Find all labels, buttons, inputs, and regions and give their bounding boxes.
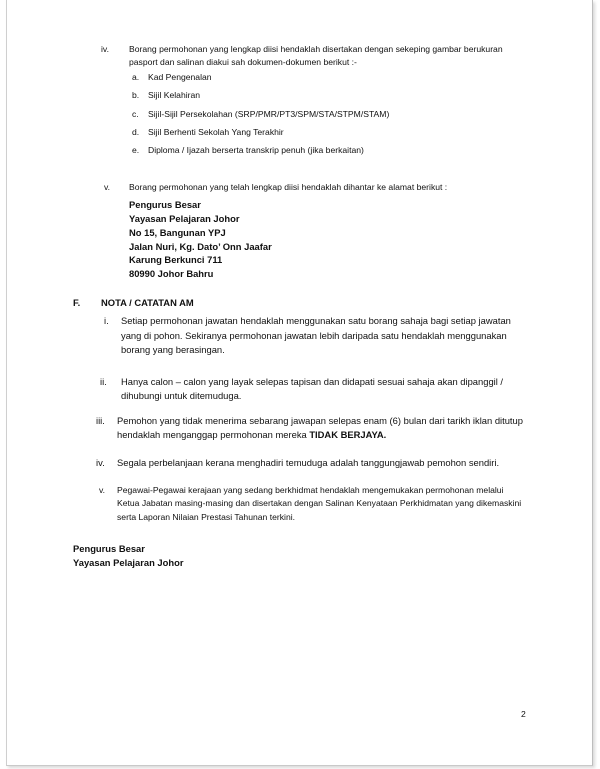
doc-letter: c. [132, 109, 139, 119]
signature-line: Yayasan Pelajaran Johor [73, 557, 184, 568]
note-number: i. [104, 315, 109, 326]
doc-letter: d. [132, 127, 140, 137]
doc-item: Sijil Kelahiran [148, 90, 201, 100]
address-line: 80990 Johor Bahru [129, 268, 214, 279]
item-v-number: v. [104, 182, 111, 192]
note-line: Pegawai-Pegawai kerajaan yang sedang berkhidmat hendaklah mengemukakan permohonan melalui [117, 485, 504, 495]
page-number: 2 [521, 709, 526, 719]
doc-item: Sijil Berhenti Sekolah Yang Terakhir [148, 127, 284, 137]
note-line-text: hendaklah menganggap permohonan mereka [117, 429, 310, 440]
note-line: serta Laporan Nilaian Prestasi Tahunan terkini. [117, 512, 296, 522]
note-number: iii. [96, 415, 105, 426]
note-number: ii. [100, 376, 107, 387]
doc-letter: a. [132, 72, 140, 82]
note-number: v. [99, 485, 106, 495]
note-line: Segala perbelanjaan kerana menghadiri temuduga adalah tanggungjawab pemohon sendiri. [117, 457, 500, 468]
address-line: Yayasan Pelajaran Johor [129, 213, 240, 224]
signature-line: Pengurus Besar [73, 543, 145, 554]
section-title: NOTA / CATATAN AM [101, 297, 194, 308]
item-iv-line1: Borang permohonan yang lengkap diisi hendaklah disertakan dengan sekeping gambar berukuran [129, 44, 503, 54]
doc-item: Diploma / Ijazah berserta transkrip penuh (jika berkaitan) [148, 145, 364, 155]
item-v-text: Borang permohonan yang telah lengkap diisi hendaklah dihantar ke alamat berikut : [129, 182, 448, 192]
doc-item: Kad Pengenalan [148, 72, 212, 82]
note-line: yang di pohon. Sekiranya permohonan jawatan lebih daripada satu hendaklah menggunakan [121, 330, 507, 341]
note-emphasis: TIDAK BERJAYA. [309, 429, 387, 440]
address-line: Karung Berkunci 711 [129, 254, 223, 265]
doc-letter: e. [132, 145, 140, 155]
item-iv-number: iv. [101, 44, 109, 54]
section-letter: F. [73, 297, 81, 308]
address-line: No 15, Bangunan YPJ [129, 227, 226, 238]
note-line: Ketua Jabatan masing-masing dan disertakan dengan Salinan Kenyataan Perkhidmatan yang dikemaskini [117, 498, 522, 508]
address-line: Pengurus Besar [129, 199, 201, 210]
address-line: Jalan Nuri, Kg. Dato’ Onn Jaafar [129, 241, 272, 252]
note-line [117, 429, 386, 441]
note-line: dihubungi untuk ditemuduga. [121, 390, 242, 401]
note-line: borang yang berasingan. [121, 344, 225, 355]
doc-item: Sijil-Sijil Persekolahan (SRP/PMR/PT3/SPM/STA/STPM/STAM) [148, 109, 390, 119]
item-iv-line2: pasport dan salinan diakui sah dokumen-dokumen berikut :- [129, 57, 357, 67]
doc-letter: b. [132, 90, 140, 100]
note-number: iv. [96, 457, 105, 468]
note-line: Setiap permohonan jawatan hendaklah menggunakan satu borang sahaja bagi setiap jawatan [121, 315, 511, 326]
note-line: Hanya calon – calon yang layak selepas tapisan dan didapati sesuai sahaja akan dipanggil / [121, 376, 504, 387]
note-line: Pemohon yang tidak menerima sebarang jawapan selepas enam (6) bulan dari tarikh iklan ditutup [117, 415, 523, 426]
